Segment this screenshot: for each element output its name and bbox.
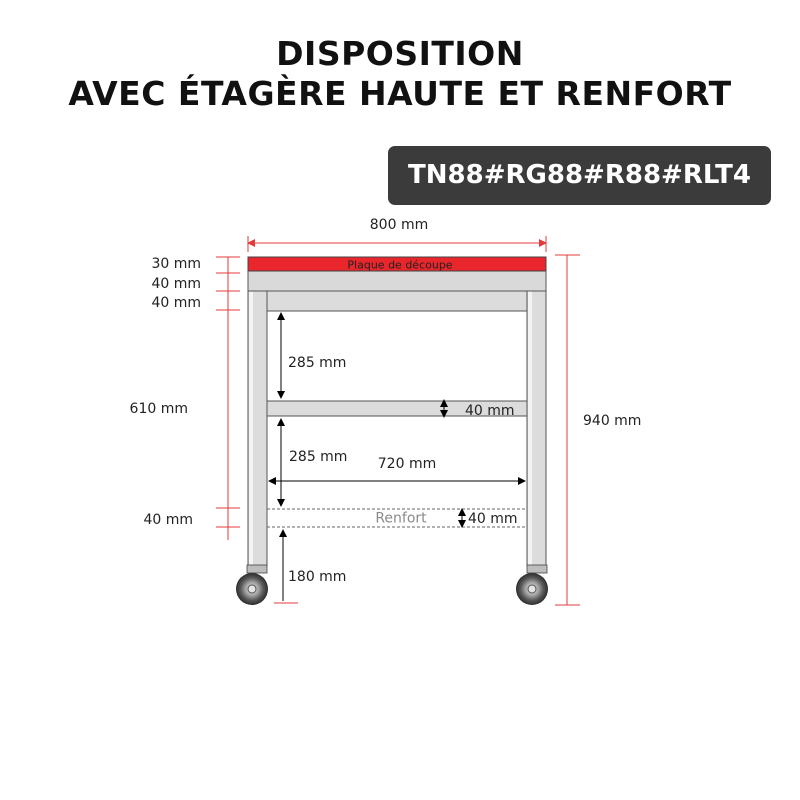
dim-shelf-thickness: 40 mm xyxy=(465,403,515,419)
cutting-board-label: Plaque de découpe xyxy=(347,258,453,272)
top-frame xyxy=(248,271,546,291)
dim-frame-height: 40 mm xyxy=(151,276,201,292)
dim-lower-section: 610 mm xyxy=(129,401,188,417)
reference-badge: TN88#RG88#R88#RLT4 xyxy=(388,146,771,205)
dim-rail-height: 40 mm xyxy=(151,295,201,311)
dim-brace-thickness: 40 mm xyxy=(468,511,518,527)
dim-width-total: 800 mm xyxy=(369,217,429,233)
dim-floor-clearance: 180 mm xyxy=(288,569,347,585)
right-caster xyxy=(516,565,548,605)
title-line-2: AVEC ÉTAGÈRE HAUTE ET RENFORT xyxy=(68,74,732,113)
dim-top-thickness: 30 mm xyxy=(151,256,201,272)
dim-upper-gap: 285 mm xyxy=(288,355,347,371)
upper-rail xyxy=(267,291,527,311)
brace-label: Renfort xyxy=(375,510,427,527)
title-line-1: DISPOSITION xyxy=(276,34,524,73)
dim-inner-width: 720 mm xyxy=(377,456,437,472)
dim-brace-height-left: 40 mm xyxy=(143,512,193,528)
left-caster xyxy=(236,565,268,605)
dim-total-height: 940 mm xyxy=(583,413,642,429)
dim-lower-gap: 285 mm xyxy=(289,449,348,465)
